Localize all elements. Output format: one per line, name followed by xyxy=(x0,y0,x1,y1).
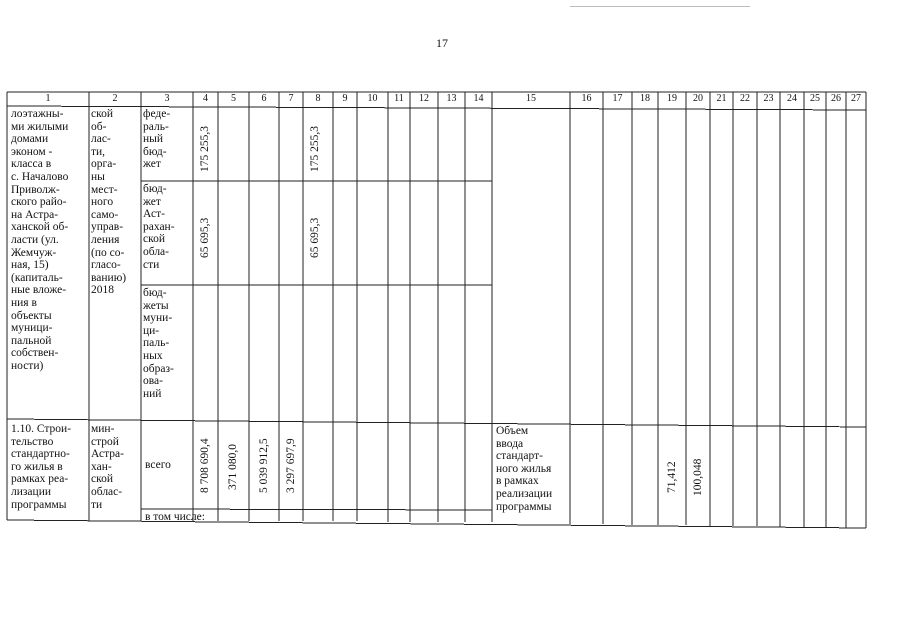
text-line: ми жилыми xyxy=(11,120,69,133)
text-line: лоэтажны- xyxy=(11,108,64,120)
text-line: 2018 xyxy=(91,284,114,297)
header-col-27: 27 xyxy=(851,93,861,104)
text-line: муни- xyxy=(143,312,173,325)
text-line: образ- xyxy=(143,362,174,375)
text-line: ской xyxy=(91,473,114,486)
text-line: гласо- xyxy=(91,259,121,272)
text-line: в рамках xyxy=(496,475,539,488)
header-col-25: 25 xyxy=(810,93,820,104)
text-line: (по со- xyxy=(91,246,125,259)
header-col-1: 1 xyxy=(45,93,51,104)
text-line: рахан- xyxy=(143,220,175,233)
text-line: программы xyxy=(11,498,67,511)
row1-sub1-col4-value: 175 255,3 xyxy=(199,126,211,172)
text-line: (капиталь- xyxy=(11,271,63,284)
text-line: ного xyxy=(91,196,114,209)
row2-col6-value: 5 039 912,5 xyxy=(258,438,270,493)
text-line: ная, 15) xyxy=(11,259,49,272)
header-col-26: 26 xyxy=(831,93,841,104)
text-line: класса в xyxy=(11,158,52,171)
header-col-3: 3 xyxy=(164,93,170,104)
header-col-14: 14 xyxy=(473,93,484,104)
page-number: 17 xyxy=(436,36,448,50)
text-line: собствен- xyxy=(11,347,59,360)
text-line: ны xyxy=(91,170,105,183)
header-col-13: 13 xyxy=(446,93,457,104)
text-line: ти, xyxy=(91,145,106,158)
text-line: Жемчуж- xyxy=(11,246,57,259)
row2-col3-total: всего xyxy=(145,459,171,471)
row2-col19-value: 71,412 xyxy=(666,461,678,493)
text-line: ханской об- xyxy=(11,221,69,234)
row1-sub2-col8-value: 65 695,3 xyxy=(309,217,321,258)
text-line: лизации xyxy=(11,485,52,498)
row2-col20-value: 100,048 xyxy=(692,458,704,496)
text-line: строй xyxy=(91,435,119,448)
text-line: Аст- xyxy=(143,208,165,221)
text-line: паль- xyxy=(143,337,170,350)
text-line: го жилья в xyxy=(11,460,63,473)
text-line: об- xyxy=(91,120,107,133)
row2-col7-value: 3 297 697,9 xyxy=(285,438,297,493)
text-line: ци- xyxy=(143,324,160,337)
row1-col1 xyxy=(11,108,87,372)
header-col-8: 8 xyxy=(315,93,321,104)
text-line: мин- xyxy=(91,423,115,435)
text-line: стандарт- xyxy=(496,450,543,463)
header-col-12: 12 xyxy=(419,93,429,104)
text-line: жет xyxy=(143,158,161,171)
text-line: ской xyxy=(143,233,166,246)
text-line: ный xyxy=(143,133,164,146)
row2-in-total-label: в том числе: xyxy=(145,511,205,523)
text-line: ного жилья xyxy=(496,462,552,475)
text-line: жеты xyxy=(143,299,169,312)
text-line: программы xyxy=(496,500,552,513)
text-line: ова- xyxy=(143,375,163,388)
header-col-22: 22 xyxy=(740,93,750,104)
text-line: тельство xyxy=(11,435,54,448)
text-line: само- xyxy=(91,208,119,221)
header-col-23: 23 xyxy=(763,93,774,104)
row2-col5-value: 371 080,0 xyxy=(227,444,239,490)
text-line: реализации xyxy=(496,487,553,500)
text-line: раль- xyxy=(143,120,169,133)
header-col-7: 7 xyxy=(288,93,294,104)
text-line: пальной xyxy=(11,334,52,347)
text-line: бюд- xyxy=(143,183,167,195)
text-line: феде- xyxy=(143,108,171,120)
text-line: управ- xyxy=(91,221,124,234)
row1-sub1-col3 xyxy=(143,108,191,171)
row2-col15 xyxy=(496,425,568,513)
text-line: ний xyxy=(143,387,162,400)
text-line: ввода xyxy=(496,437,524,450)
header-col-11: 11 xyxy=(394,93,404,104)
text-line: ванию) xyxy=(91,271,127,284)
row2-col1 xyxy=(11,423,87,511)
row1-col2 xyxy=(91,108,139,297)
row2-col4-value: 8 708 690,4 xyxy=(199,438,211,493)
header-col-20: 20 xyxy=(693,93,703,104)
header-col-19: 19 xyxy=(667,93,677,104)
text-line: жет xyxy=(143,195,161,208)
text-line: Астра- xyxy=(91,448,124,461)
text-line: ти xyxy=(91,498,103,511)
text-line: объекты xyxy=(11,309,52,322)
header-col-16: 16 xyxy=(581,93,592,104)
text-line: облас- xyxy=(91,485,123,498)
header-col-4: 4 xyxy=(203,93,208,104)
text-line: Приволж- xyxy=(11,183,60,196)
row1-sub1-col8-value: 175 255,3 xyxy=(309,126,321,172)
text-line: стандартно- xyxy=(11,448,70,461)
header-col-6: 6 xyxy=(261,93,267,104)
text-line: эконом - xyxy=(11,145,53,158)
text-line: домами xyxy=(11,133,49,146)
header-col-24: 24 xyxy=(787,93,797,104)
text-line: ласти (ул. xyxy=(11,233,59,246)
text-line: сти xyxy=(143,258,160,271)
header-col-18: 18 xyxy=(640,93,650,104)
text-line: на Астра- xyxy=(11,208,59,221)
text-line: с. Началово xyxy=(11,170,69,183)
text-line: бюд- xyxy=(143,145,167,158)
text-line: ления xyxy=(91,233,120,246)
text-line: ской xyxy=(91,108,114,120)
text-line: 1.10. Строи- xyxy=(11,423,72,435)
text-line: мест- xyxy=(91,183,118,196)
text-line: Объем xyxy=(496,425,529,437)
header-col-15: 15 xyxy=(526,93,536,104)
row1-sub2-col4-value: 65 695,3 xyxy=(199,217,211,258)
text-line: лас- xyxy=(91,133,111,146)
text-line: ского райо- xyxy=(11,196,67,209)
text-line: ности) xyxy=(11,359,44,372)
header-col-5: 5 xyxy=(231,93,236,104)
header-col-17: 17 xyxy=(612,93,623,104)
text-line: хан- xyxy=(91,460,112,473)
header-col-9: 9 xyxy=(342,93,348,104)
header-col-10: 10 xyxy=(367,93,378,104)
row1-sub2-col3 xyxy=(143,183,191,271)
header-col-21: 21 xyxy=(716,93,727,104)
text-line: орга- xyxy=(91,158,117,171)
text-line: муници- xyxy=(11,322,53,335)
header-col-2: 2 xyxy=(112,93,118,104)
row2-col2 xyxy=(91,423,139,511)
row1-sub3-col3 xyxy=(143,287,191,400)
text-line: обла- xyxy=(143,245,169,258)
text-line: ные вложе- xyxy=(11,284,67,297)
text-line: ных xyxy=(143,349,163,362)
text-line: рамках реа- xyxy=(11,473,69,486)
text-line: бюд- xyxy=(143,287,167,299)
text-line: ния в xyxy=(11,296,37,309)
